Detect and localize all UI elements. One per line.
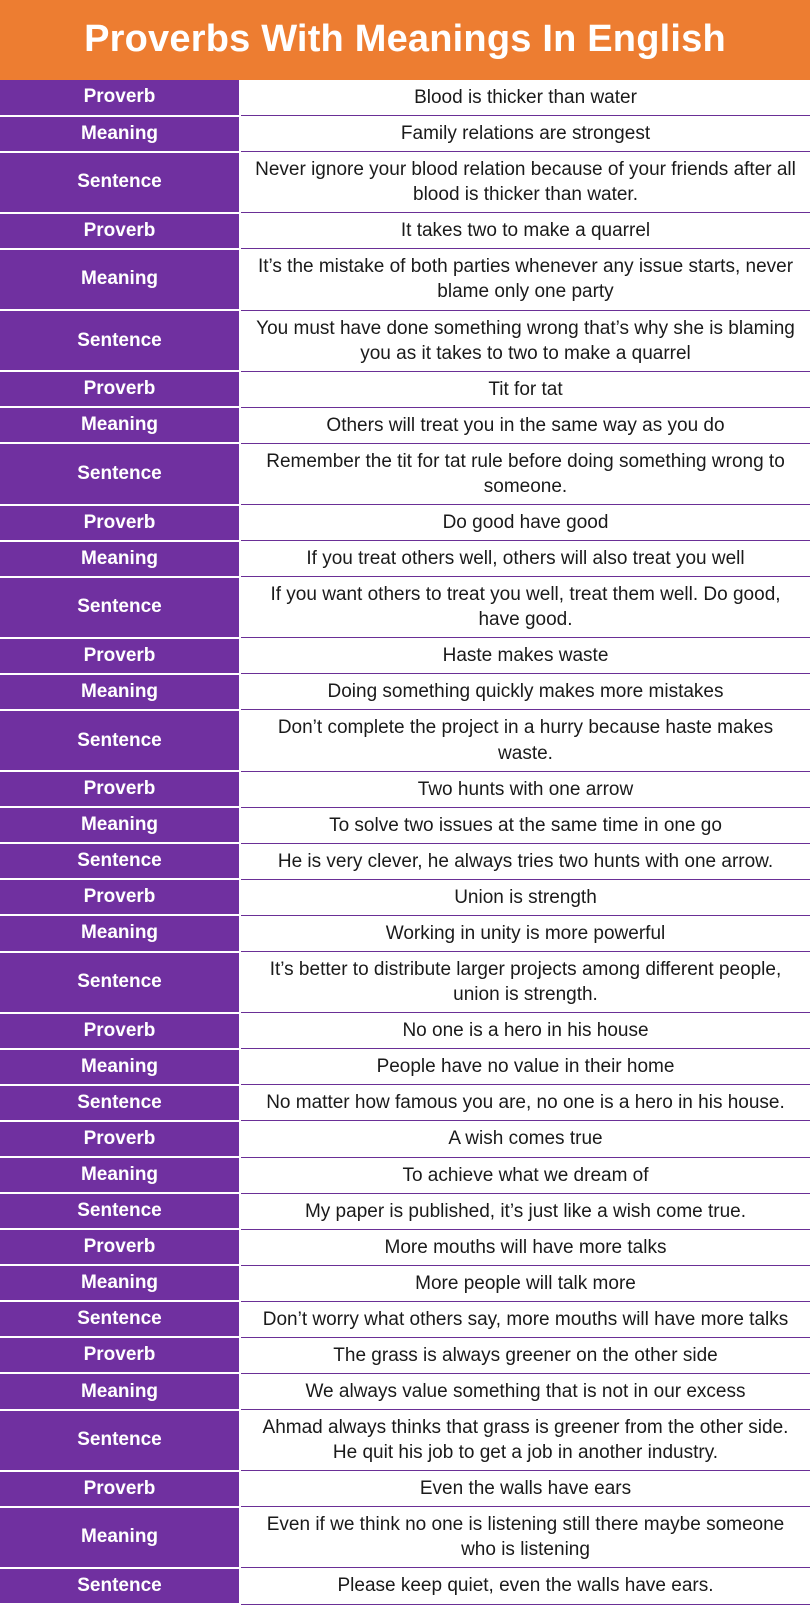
table-row [0, 952, 810, 1013]
row-text: He is very clever, he always tries two hunts with one arrow. [240, 843, 810, 879]
row-label-proverb: Proverb [0, 638, 240, 674]
row-text: Doing something quickly makes more mistakes [240, 674, 810, 710]
table-row [0, 1193, 810, 1229]
row-label-proverb: Proverb [0, 371, 240, 407]
row-label-sentence: Sentence [0, 1301, 240, 1337]
row-text: Tit for tat [240, 371, 810, 407]
row-label-proverb: Proverb [0, 771, 240, 807]
row-label-meaning: Meaning [0, 541, 240, 577]
row-text: Haste makes waste [240, 638, 810, 674]
row-label-sentence: Sentence [0, 1568, 240, 1604]
page-header [0, 0, 810, 80]
row-label-sentence: Sentence [0, 152, 240, 213]
row-text: My paper is published, it’s just like a wish come true. [240, 1193, 810, 1229]
row-text: Union is strength [240, 879, 810, 915]
row-label-meaning: Meaning [0, 1507, 240, 1568]
table-row [0, 879, 810, 915]
table-row [0, 915, 810, 951]
row-label-meaning: Meaning [0, 1265, 240, 1301]
row-text: No matter how famous you are, no one is a hero in his house. [240, 1085, 810, 1121]
row-label-proverb: Proverb [0, 1471, 240, 1507]
table-row [0, 1013, 810, 1049]
row-text: It takes two to make a quarrel [240, 213, 810, 249]
row-text: Please keep quiet, even the walls have ears. [240, 1568, 810, 1604]
table-row [0, 1568, 810, 1604]
row-label-meaning: Meaning [0, 1157, 240, 1193]
row-text: We always value something that is not in our excess [240, 1373, 810, 1409]
row-text: Two hunts with one arrow [240, 771, 810, 807]
row-text: More mouths will have more talks [240, 1229, 810, 1265]
proverbs-table-body [0, 80, 810, 1604]
row-text: Do good have good [240, 505, 810, 541]
row-text: You must have done something wrong that’s why she is blaming you as it takes to two to make a quarrel [240, 310, 810, 371]
table-row [0, 1229, 810, 1265]
table-row [0, 1507, 810, 1568]
row-label-sentence: Sentence [0, 1410, 240, 1471]
table-row [0, 1121, 810, 1157]
row-text: If you treat others well, others will also treat you well [240, 541, 810, 577]
row-label-proverb: Proverb [0, 1229, 240, 1265]
row-label-sentence: Sentence [0, 710, 240, 771]
row-label-proverb: Proverb [0, 80, 240, 116]
row-text: If you want others to treat you well, treat them well. Do good, have good. [240, 577, 810, 638]
table-row [0, 1337, 810, 1373]
table-row [0, 1301, 810, 1337]
table-row [0, 505, 810, 541]
row-label-sentence: Sentence [0, 577, 240, 638]
row-text: Never ignore your blood relation because of your friends after all blood is thicker than water. [240, 152, 810, 213]
row-text: It’s better to distribute larger projects among different people, union is strength. [240, 952, 810, 1013]
row-text: Ahmad always thinks that grass is greener from the other side. He quit his job to get a job in another industry. [240, 1410, 810, 1471]
row-text: Working in unity is more powerful [240, 915, 810, 951]
row-text: Don’t complete the project in a hurry because haste makes waste. [240, 710, 810, 771]
table-row [0, 843, 810, 879]
row-label-sentence: Sentence [0, 1085, 240, 1121]
row-text: To achieve what we dream of [240, 1157, 810, 1193]
row-text: It’s the mistake of both parties whenever any issue starts, never blame only one party [240, 249, 810, 310]
row-text: Remember the tit for tat rule before doing something wrong to someone. [240, 443, 810, 504]
table-row [0, 1471, 810, 1507]
row-text: People have no value in their home [240, 1049, 810, 1085]
table-row [0, 371, 810, 407]
table-row [0, 213, 810, 249]
row-text: A wish comes true [240, 1121, 810, 1157]
row-label-sentence: Sentence [0, 952, 240, 1013]
table-row [0, 80, 810, 116]
row-label-meaning: Meaning [0, 116, 240, 152]
table-row [0, 1085, 810, 1121]
row-label-meaning: Meaning [0, 674, 240, 710]
table-row [0, 638, 810, 674]
proverbs-table [0, 80, 810, 1605]
row-label-proverb: Proverb [0, 879, 240, 915]
row-label-proverb: Proverb [0, 1337, 240, 1373]
table-row [0, 1157, 810, 1193]
table-row [0, 1410, 810, 1471]
row-label-meaning: Meaning [0, 249, 240, 310]
row-label-sentence: Sentence [0, 843, 240, 879]
row-text: Others will treat you in the same way as you do [240, 407, 810, 443]
table-row [0, 771, 810, 807]
row-text: Family relations are strongest [240, 116, 810, 152]
row-text: To solve two issues at the same time in one go [240, 807, 810, 843]
table-row [0, 674, 810, 710]
table-row [0, 1049, 810, 1085]
table-row [0, 807, 810, 843]
table-row [0, 310, 810, 371]
page-title: Proverbs With Meanings In English [84, 18, 726, 61]
row-label-meaning: Meaning [0, 915, 240, 951]
row-label-meaning: Meaning [0, 1373, 240, 1409]
row-text: Even the walls have ears [240, 1471, 810, 1507]
row-label-meaning: Meaning [0, 1049, 240, 1085]
table-row [0, 407, 810, 443]
table-row [0, 1265, 810, 1301]
table-row [0, 116, 810, 152]
row-text: More people will talk more [240, 1265, 810, 1301]
table-row [0, 577, 810, 638]
row-text: No one is a hero in his house [240, 1013, 810, 1049]
row-label-meaning: Meaning [0, 407, 240, 443]
table-row [0, 152, 810, 213]
row-text: Even if we think no one is listening still there maybe someone who is listening [240, 1507, 810, 1568]
row-text: Blood is thicker than water [240, 80, 810, 116]
row-text: The grass is always greener on the other side [240, 1337, 810, 1373]
table-row [0, 443, 810, 504]
row-label-proverb: Proverb [0, 1121, 240, 1157]
row-label-sentence: Sentence [0, 310, 240, 371]
row-label-proverb: Proverb [0, 1013, 240, 1049]
row-label-meaning: Meaning [0, 807, 240, 843]
table-row [0, 249, 810, 310]
row-label-sentence: Sentence [0, 443, 240, 504]
table-row [0, 1373, 810, 1409]
row-text: Don’t worry what others say, more mouths will have more talks [240, 1301, 810, 1337]
row-label-sentence: Sentence [0, 1193, 240, 1229]
table-row [0, 541, 810, 577]
row-label-proverb: Proverb [0, 505, 240, 541]
table-row [0, 710, 810, 771]
row-label-proverb: Proverb [0, 213, 240, 249]
